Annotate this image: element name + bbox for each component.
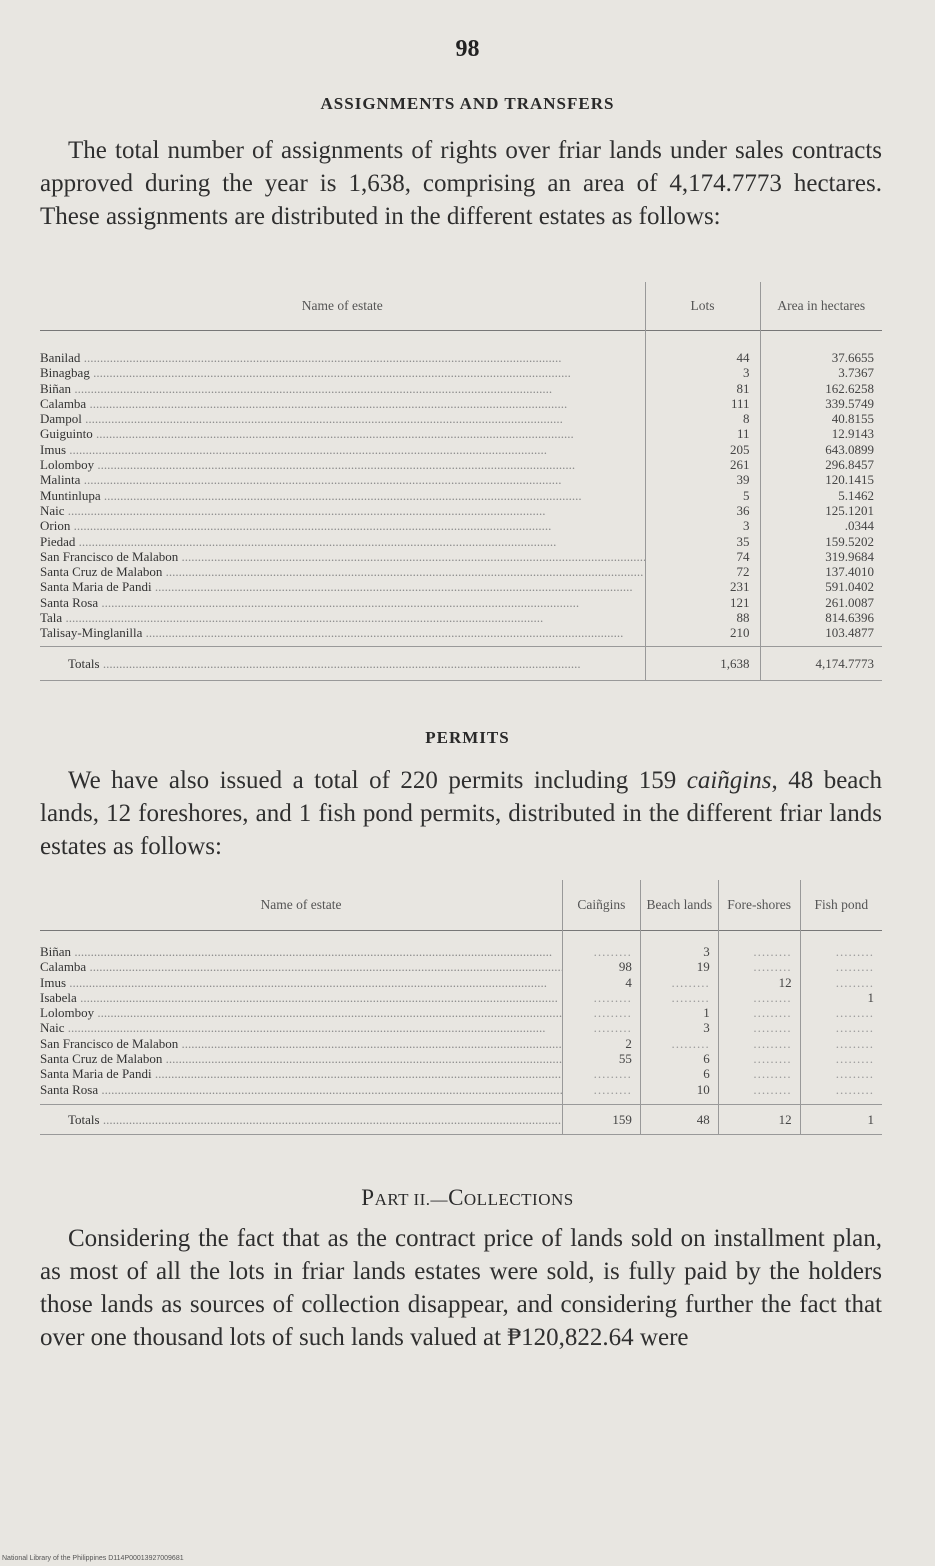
permits-totals-beach: 48 (640, 1105, 718, 1135)
area-value: 5.1462 (760, 488, 882, 503)
area-value: 120.1415 (760, 472, 882, 487)
caingins-value: 4 (563, 975, 641, 990)
beach-value: 6 (640, 1066, 718, 1081)
estate-name: Imus ..... (40, 442, 645, 457)
lots-value: 3 (645, 365, 760, 380)
estate-name: Naic ..... (40, 503, 645, 518)
estate-name: Talisay-Minglanilla ..... (40, 625, 645, 640)
estate-name: San Francisco de Malabon ..... (40, 549, 645, 564)
lots-value: 88 (645, 610, 760, 625)
permits-paragraph (40, 764, 882, 863)
fish-value: ......... (800, 1082, 882, 1097)
permits-paragraph-part1: We have also issued a total of 220 permits including 159 (68, 767, 687, 794)
caingins-value: ......... (563, 1082, 641, 1097)
area-value: 12.9143 (760, 426, 882, 441)
table-row (40, 959, 882, 974)
lots-value: 36 (645, 503, 760, 518)
table-row (40, 503, 882, 518)
table-row (40, 457, 882, 472)
estate-name: Santa Rosa ..... (40, 595, 645, 610)
totals-area: 4,174.7773 (760, 647, 882, 681)
foreshores-value: ......... (718, 1036, 800, 1051)
permits-totals-caingins: 159 (563, 1105, 641, 1135)
area-value: 296.8457 (760, 457, 882, 472)
table-row (40, 381, 882, 396)
estate-name: Biñan ..... (40, 944, 563, 959)
table-row (40, 365, 882, 380)
beach-value: 3 (640, 1020, 718, 1035)
table-row (40, 1005, 882, 1020)
area-value: 814.6396 (760, 610, 882, 625)
area-value: 3.7367 (760, 365, 882, 380)
fish-value: ......... (800, 1005, 882, 1020)
permits-col-beach: Beach lands (640, 880, 718, 930)
caingins-value: 98 (563, 959, 641, 974)
table-row (40, 1036, 882, 1051)
assignments-table (40, 282, 882, 681)
fish-value: ......... (800, 959, 882, 974)
area-value: 137.4010 (760, 564, 882, 579)
estate-name: Imus ..... (40, 975, 563, 990)
caingins-value: ......... (563, 990, 641, 1005)
caingins-value: ......... (563, 1020, 641, 1035)
area-value: 339.5749 (760, 396, 882, 411)
assignments-paragraph (40, 134, 882, 233)
table-row (40, 944, 882, 959)
area-value: 643.0899 (760, 442, 882, 457)
foreshores-value: ......... (718, 1051, 800, 1066)
foreshores-value: ......... (718, 1082, 800, 1097)
col-header-lots: Lots (645, 282, 760, 330)
beach-value: 3 (640, 944, 718, 959)
area-value: 261.0087 (760, 595, 882, 610)
area-value: 40.8155 (760, 411, 882, 426)
beach-value: 19 (640, 959, 718, 974)
table-row (40, 534, 882, 549)
fish-value: ......... (800, 1051, 882, 1066)
area-value: 37.6655 (760, 350, 882, 365)
page-number: 98 (455, 36, 480, 62)
part2-paragraph (40, 1222, 882, 1354)
table-row (40, 488, 882, 503)
foreshores-value: ......... (718, 959, 800, 974)
lots-value: 74 (645, 549, 760, 564)
permits-col-estate: Name of estate (260, 897, 342, 913)
table-row (40, 975, 882, 990)
scan-footer: National Library of the Philippines D114P00013927009681 (2, 1555, 184, 1562)
estate-name: Naic ..... (40, 1020, 563, 1035)
lots-value: 11 (645, 426, 760, 441)
lots-value: 210 (645, 625, 760, 640)
beach-value: 6 (640, 1051, 718, 1066)
lots-value: 44 (645, 350, 760, 365)
table-row (40, 1051, 882, 1066)
permits-col-fish: Fish pond (800, 880, 882, 930)
area-value: 319.9684 (760, 549, 882, 564)
totals-label: Totals ..... (40, 647, 645, 681)
estate-name: Lolomboy ..... (40, 457, 645, 472)
table-row (40, 595, 882, 610)
caingins-value: 2 (563, 1036, 641, 1051)
permits-totals-fish: 1 (800, 1105, 882, 1135)
table-row (40, 990, 882, 1005)
totals-lots: 1,638 (645, 647, 760, 681)
table-row (40, 396, 882, 411)
estate-name: Calamba ..... (40, 959, 563, 974)
area-value: 125.1201 (760, 503, 882, 518)
beach-value: ......... (640, 1036, 718, 1051)
lots-value: 8 (645, 411, 760, 426)
assignments-paragraph-text: The total number of assignments of rights over friar lands under sales contracts approved during the year is 1,638, comprising an area of 4,174.7773 hectares. These assignments are distributed in the different estates as follows: (40, 137, 882, 230)
area-value: .0344 (760, 518, 882, 533)
part2-paragraph-text: Considering the fact that as the contract price of lands sold on installment plan, as most of all the lots in friar lands estates were sold, is fully paid by the holders those lands as sources of collection disappear, and considering further the fact that over one thousand lots of such lands valued at ₱120,822.64 were (40, 1225, 882, 1351)
lots-value: 205 (645, 442, 760, 457)
estate-name: Orion ..... (40, 518, 645, 533)
table-row (40, 610, 882, 625)
lots-value: 81 (645, 381, 760, 396)
table-row (40, 350, 882, 365)
table-row (40, 472, 882, 487)
estate-name: Biñan ..... (40, 381, 645, 396)
foreshores-value: ......... (718, 1005, 800, 1020)
table-row (40, 411, 882, 426)
lots-value: 35 (645, 534, 760, 549)
foreshores-value: ......... (718, 1066, 800, 1081)
lots-value: 3 (645, 518, 760, 533)
beach-value: ......... (640, 990, 718, 1005)
estate-name: Tala ..... (40, 610, 645, 625)
estate-name: Guiguinto ..... (40, 426, 645, 441)
permits-col-foreshores: Fore-shores (718, 880, 800, 930)
lots-value: 111 (645, 396, 760, 411)
area-value: 103.4877 (760, 625, 882, 640)
estate-name: Santa Rosa ..... (40, 1082, 563, 1097)
estate-name: Piedad ..... (40, 534, 645, 549)
estate-name: Santa Maria de Pandi ..... (40, 579, 645, 594)
fish-value: ......... (800, 975, 882, 990)
foreshores-value: ......... (718, 990, 800, 1005)
lots-value: 72 (645, 564, 760, 579)
permits-totals-label: Totals ..... (40, 1105, 563, 1135)
permits-table (40, 880, 882, 1135)
area-value: 591.0402 (760, 579, 882, 594)
estate-name: Malinta ..... (40, 472, 645, 487)
estate-name: Binagbag ..... (40, 365, 645, 380)
area-value: 162.6258 (760, 381, 882, 396)
estate-name: Muntinlupa ..... (40, 488, 645, 503)
col-header-area: Area in hectares (760, 282, 882, 330)
table-row (40, 579, 882, 594)
table-row (40, 564, 882, 579)
part2-heading: PART II.—COLLECTIONS (361, 1185, 574, 1210)
col-header-estate: Name of estate (301, 298, 383, 314)
table-row (40, 518, 882, 533)
table-row (40, 549, 882, 564)
estate-name: Santa Maria de Pandi ..... (40, 1066, 563, 1081)
table-row (40, 442, 882, 457)
fish-value: 1 (800, 990, 882, 1005)
permits-paragraph-part2: , 48 beach lands, 12 foreshores, and 1 fish pond permits, distributed in the different friar lands estates as follows: (40, 767, 882, 860)
caingins-value: ......... (563, 944, 641, 959)
table-row (40, 1020, 882, 1035)
estate-name: Santa Cruz de Malabon ..... (40, 564, 645, 579)
estate-name: Isabela ..... (40, 990, 563, 1005)
beach-value: 10 (640, 1082, 718, 1097)
estate-name: Banilad ..... (40, 350, 645, 365)
estate-name: Lolomboy ..... (40, 1005, 563, 1020)
fish-value: ......... (800, 1036, 882, 1051)
table-row (40, 426, 882, 441)
caingins-value: 55 (563, 1051, 641, 1066)
beach-value: ......... (640, 975, 718, 990)
estate-name: Dampol ..... (40, 411, 645, 426)
foreshores-value: ......... (718, 944, 800, 959)
caingins-value: ......... (563, 1066, 641, 1081)
foreshores-value: 12 (718, 975, 800, 990)
table-row (40, 1066, 882, 1081)
lots-value: 261 (645, 457, 760, 472)
beach-value: 1 (640, 1005, 718, 1020)
permits-paragraph-italic: caiñgins (686, 767, 772, 794)
estate-name: Santa Cruz de Malabon ..... (40, 1051, 563, 1066)
estate-name: Calamba ..... (40, 396, 645, 411)
lots-value: 231 (645, 579, 760, 594)
permits-totals-foreshores: 12 (718, 1105, 800, 1135)
permits-col-caingins: Caiñgins (563, 880, 641, 930)
fish-value: ......... (800, 1020, 882, 1035)
table-row (40, 1082, 882, 1097)
lots-value: 39 (645, 472, 760, 487)
lots-value: 5 (645, 488, 760, 503)
table-row (40, 625, 882, 640)
permits-heading: PERMITS (425, 728, 510, 747)
caingins-value: ......... (563, 1005, 641, 1020)
assignments-heading: ASSIGNMENTS AND TRANSFERS (320, 94, 615, 113)
estate-name: San Francisco de Malabon ..... (40, 1036, 563, 1051)
fish-value: ......... (800, 944, 882, 959)
lots-value: 121 (645, 595, 760, 610)
fish-value: ......... (800, 1066, 882, 1081)
foreshores-value: ......... (718, 1020, 800, 1035)
area-value: 159.5202 (760, 534, 882, 549)
